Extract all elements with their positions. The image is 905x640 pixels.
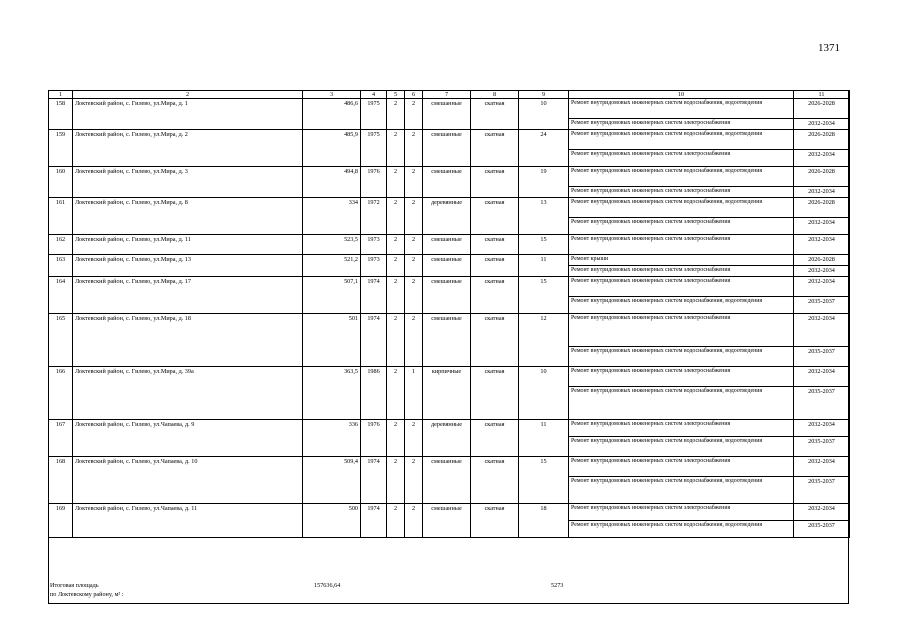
work-description: Ремонт внутридомовых инженерных систем электроснабжения [569,187,794,198]
work-period: 2032-2034 [794,457,850,477]
floors-cell: 2 [387,130,405,167]
apartments-cell: 19 [519,167,569,198]
table-row [49,314,850,347]
area-cell: 523,5 [303,235,361,255]
column-number-5: 5 [387,91,405,99]
year-cell: 1976 [361,420,387,457]
walls-cell: деревянные [423,198,471,235]
work-period: 2032-2034 [794,277,850,297]
work-period: 2026-2028 [794,130,850,150]
work-period: 2032-2034 [794,266,850,277]
work-period: 2032-2034 [794,119,850,130]
year-cell: 1974 [361,457,387,504]
work-period: 2035-2037 [794,347,850,367]
floors-cell: 2 [387,314,405,367]
address-cell: Локтевский район, с. Гилево, ул.Чапаева, д. 9 [73,420,303,457]
area-cell: 494,8 [303,167,361,198]
walls-cell: смешанные [423,504,471,538]
walls-cell: смешанные [423,255,471,277]
column-number-11: 11 [794,91,850,99]
work-period: 2032-2034 [794,504,850,521]
year-cell: 1973 [361,255,387,277]
work-period: 2035-2037 [794,477,850,504]
row-number: 166 [49,367,73,420]
walls-cell: смешанные [423,277,471,314]
work-period: 2032-2034 [794,235,850,255]
column-number-9: 9 [519,91,569,99]
housing-register-table [48,90,850,538]
year-cell: 1974 [361,277,387,314]
floors-cell: 2 [387,255,405,277]
work-description: Ремонт внутридомовых инженерных систем водоснабжения, водоотведения [569,347,794,367]
entrances-cell: 2 [405,504,423,538]
column-number-3: 3 [303,91,361,99]
year-cell: 1972 [361,198,387,235]
work-description: Ремонт крыши [569,255,794,266]
row-number: 163 [49,255,73,277]
apartments-cell: 15 [519,457,569,504]
work-description: Ремонт внутридомовых инженерных систем электроснабжения [569,367,794,387]
work-period: 2032-2034 [794,150,850,167]
roof-cell: скатная [471,420,519,457]
table-row [49,277,850,297]
column-number-4: 4 [361,91,387,99]
table-row [49,99,850,119]
entrances-cell: 2 [405,420,423,457]
row-number: 168 [49,457,73,504]
apartments-cell: 24 [519,130,569,167]
roof-cell: скатная [471,198,519,235]
entrances-cell: 2 [405,314,423,367]
year-cell: 1975 [361,99,387,130]
apartments-cell: 15 [519,277,569,314]
roof-cell: скатная [471,314,519,367]
row-number: 167 [49,420,73,457]
address-cell: Локтевский район, с. Гилево, ул.Мира, д. 18 [73,314,303,367]
address-cell: Локтевский район, с. Гилево, ул.Мира, д. 2 [73,130,303,167]
entrances-cell: 2 [405,255,423,277]
area-cell: 336 [303,420,361,457]
entrances-cell: 2 [405,198,423,235]
work-period: 2026-2028 [794,255,850,266]
floors-cell: 2 [387,198,405,235]
total-apartments-value: 5273 [551,582,564,589]
work-description: Ремонт внутридомовых инженерных систем электроснабжения [569,277,794,297]
area-cell: 363,5 [303,367,361,420]
work-description: Ремонт внутридомовых инженерных систем электроснабжения [569,218,794,235]
work-description: Ремонт внутридомовых инженерных систем водоснабжения, водоотведения [569,198,794,218]
roof-cell: скатная [471,167,519,198]
work-period: 2032-2034 [794,314,850,347]
walls-cell: смешанные [423,167,471,198]
work-period: 2035-2037 [794,387,850,420]
area-cell: 521,2 [303,255,361,277]
work-period: 2035-2037 [794,521,850,538]
total-area-value: 157636,64 [314,582,341,589]
work-description: Ремонт внутридомовых инженерных систем водоснабжения, водоотведения [569,437,794,457]
walls-cell: деревянные [423,420,471,457]
work-description: Ремонт внутридомовых инженерных систем водоснабжения, водоотведения [569,477,794,504]
roof-cell: скатная [471,277,519,314]
floors-cell: 2 [387,367,405,420]
work-description: Ремонт внутридомовых инженерных систем водоснабжения, водоотведения [569,99,794,119]
apartments-cell: 12 [519,314,569,367]
table-row [49,420,850,437]
roof-cell: скатная [471,367,519,420]
address-cell: Локтевский район, с. Гилево, ул.Мира, д. 39а [73,367,303,420]
table-row [49,457,850,477]
entrances-cell: 2 [405,457,423,504]
address-cell: Локтевский район, с. Гилево, ул.Мира, д. 3 [73,167,303,198]
walls-cell: смешанные [423,457,471,504]
year-cell: 1974 [361,504,387,538]
totals-label [50,582,123,600]
address-cell: Локтевский район, с. Гилево, ул.Мира, д. 17 [73,277,303,314]
area-cell: 507,1 [303,277,361,314]
address-cell: Локтевский район, с. Гилево, ул.Мира, д. 11 [73,235,303,255]
row-number: 164 [49,277,73,314]
table-row [49,130,850,150]
year-cell: 1974 [361,314,387,367]
address-cell: Локтевский район, с. Гилево, ул.Чапаева, д. 10 [73,457,303,504]
table-row [49,504,850,521]
column-number-6: 6 [405,91,423,99]
area-cell: 509,4 [303,457,361,504]
walls-cell: кирпичные [423,367,471,420]
address-cell: Локтевский район, с. Гилево, ул.Мира, д. 13 [73,255,303,277]
floors-cell: 2 [387,420,405,457]
entrances-cell: 2 [405,167,423,198]
work-description: Ремонт внутридомовых инженерных систем электроснабжения [569,150,794,167]
floors-cell: 2 [387,235,405,255]
work-description: Ремонт внутридомовых инженерных систем электроснабжения [569,266,794,277]
entrances-cell: 2 [405,130,423,167]
roof-cell: скатная [471,457,519,504]
table-row [49,255,850,266]
area-cell: 334 [303,198,361,235]
entrances-cell: 2 [405,277,423,314]
table-row [49,235,850,255]
work-period: 2032-2034 [794,218,850,235]
work-description: Ремонт внутридомовых инженерных систем водоснабжения, водоотведения [569,387,794,420]
apartments-cell: 11 [519,420,569,457]
row-number: 159 [49,130,73,167]
work-period: 2026-2028 [794,167,850,187]
row-number: 161 [49,198,73,235]
column-number-1: 1 [49,91,73,99]
work-period: 2032-2034 [794,187,850,198]
apartments-cell: 13 [519,198,569,235]
work-period: 2026-2028 [794,198,850,218]
work-period: 2035-2037 [794,437,850,457]
column-number-10: 10 [569,91,794,99]
work-period: 2032-2034 [794,367,850,387]
table-row [49,167,850,187]
work-description: Ремонт внутридомовых инженерных систем электроснабжения [569,119,794,130]
address-cell: Локтевский район, с. Гилево, ул.Мира, д. 8 [73,198,303,235]
table-row [49,367,850,387]
roof-cell: скатная [471,235,519,255]
walls-cell: смешанные [423,130,471,167]
row-number: 162 [49,235,73,255]
work-period: 2032-2034 [794,420,850,437]
walls-cell: смешанные [423,314,471,367]
roof-cell: скатная [471,99,519,130]
floors-cell: 2 [387,277,405,314]
area-cell: 486,6 [303,99,361,130]
apartments-cell: 10 [519,99,569,130]
work-period: 2026-2028 [794,99,850,119]
totals-label-line1: Итоговая площадь [50,582,99,589]
table-header-row [49,91,850,99]
row-number: 165 [49,314,73,367]
walls-cell: смешанные [423,99,471,130]
area-cell: 485,9 [303,130,361,167]
column-number-2: 2 [73,91,303,99]
column-number-8: 8 [471,91,519,99]
walls-cell: смешанные [423,235,471,255]
address-cell: Локтевский район, с. Гилево, ул.Чапаева, д. 11 [73,504,303,538]
year-cell: 1986 [361,367,387,420]
roof-cell: скатная [471,130,519,167]
roof-cell: скатная [471,255,519,277]
work-description: Ремонт внутридомовых инженерных систем электроснабжения [569,314,794,347]
year-cell: 1976 [361,167,387,198]
entrances-cell: 2 [405,235,423,255]
apartments-cell: 10 [519,367,569,420]
floors-cell: 2 [387,504,405,538]
entrances-cell: 1 [405,367,423,420]
totals-label-line2: по Локтевскому району, м² : [50,590,124,598]
address-cell: Локтевский район, с. Гилево, ул.Мира, д. 1 [73,99,303,130]
work-description: Ремонт внутридомовых инженерных систем водоснабжения, водоотведения [569,521,794,538]
row-number: 158 [49,99,73,130]
apartments-cell: 18 [519,504,569,538]
roof-cell: скатная [471,504,519,538]
floors-cell: 2 [387,99,405,130]
year-cell: 1975 [361,130,387,167]
year-cell: 1973 [361,235,387,255]
row-number: 169 [49,504,73,538]
work-period: 2035-2037 [794,297,850,314]
page-number: 1371 [818,42,840,54]
table-row [49,198,850,218]
work-description: Ремонт внутридомовых инженерных систем электроснабжения [569,504,794,521]
column-number-7: 7 [423,91,471,99]
apartments-cell: 15 [519,235,569,255]
area-cell: 501 [303,314,361,367]
row-number: 160 [49,167,73,198]
work-description: Ремонт внутридомовых инженерных систем электроснабжения [569,420,794,437]
work-description: Ремонт внутридомовых инженерных систем водоснабжения, водоотведения [569,297,794,314]
work-description: Ремонт внутридомовых инженерных систем водоснабжения, водоотведения [569,167,794,187]
floors-cell: 2 [387,167,405,198]
entrances-cell: 2 [405,99,423,130]
area-cell: 500 [303,504,361,538]
work-description: Ремонт внутридомовых инженерных систем электроснабжения [569,457,794,477]
work-description: Ремонт внутридомовых инженерных систем водоснабжения, водоотведения [569,130,794,150]
work-description: Ремонт внутридомовых инженерных систем электроснабжения [569,235,794,255]
apartments-cell: 11 [519,255,569,277]
floors-cell: 2 [387,457,405,504]
